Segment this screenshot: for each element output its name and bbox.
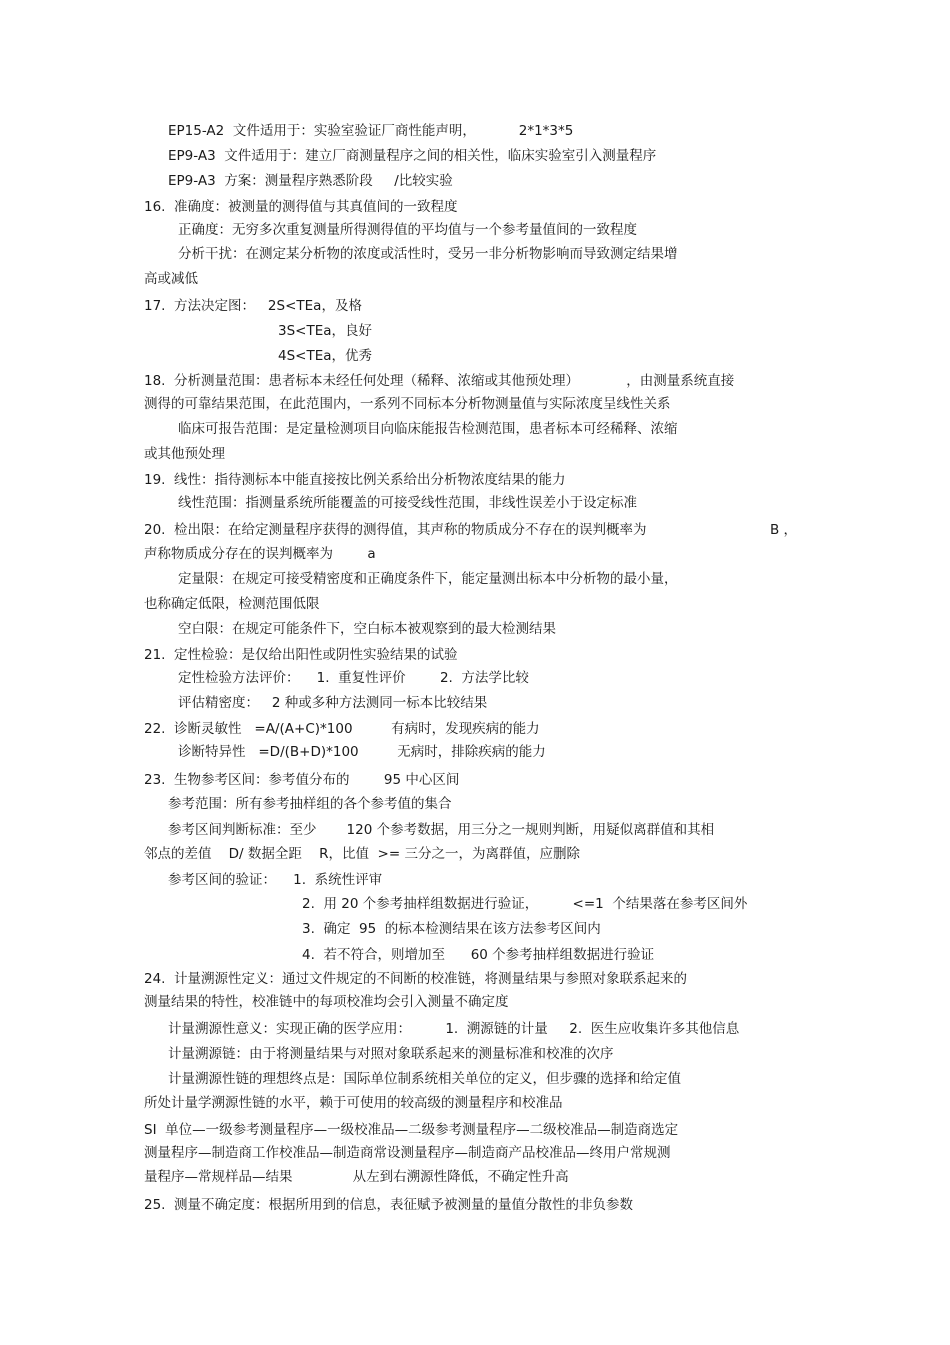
text-line: 3. 确定 95 的标本检测结果在该方法参考区间内	[302, 921, 601, 937]
text-line: 分析干扰：在测定某分析物的浓度或活性时，受另一非分析物影响而导致测定结果增	[178, 246, 678, 262]
text-line: 声称物质成分存在的误判概率为 a	[144, 546, 376, 562]
text-line: 线性范围：指测量系统所能覆盖的可接受线性范围，非线性误差小于设定标准	[178, 495, 637, 511]
text-line: 16. 准确度：被测量的测得值与其真值间的一致程度	[144, 199, 458, 215]
text-line: 所处计量学溯源性链的水平，赖于可使用的较高级的测量程序和校准品	[144, 1095, 563, 1111]
text-line: 3S<TEa，良好	[278, 323, 373, 339]
text-line: 17. 方法决定图： 2S<TEa，及格	[144, 298, 362, 314]
text-line: 20. 检出限：在给定测量程序获得的测得值，其声称的物质成分不存在的误判概率为	[144, 522, 647, 538]
text-line: 定性检验方法评价： 1. 重复性评价 2. 方法学比较	[178, 670, 529, 686]
text-line: 或其他预处理	[144, 446, 225, 462]
text-line: 参考区间的验证： 1. 系统性评审	[168, 872, 383, 888]
text-line: 参考区间判断标准：至少 120 个参考数据，用三分之一规则判断，用疑似离群值和其相	[168, 822, 715, 838]
text-line: 4S<TEa，优秀	[278, 348, 373, 364]
text-line: 21. 定性检验：是仅给出阳性或阴性实验结果的试验	[144, 647, 458, 663]
text-line: SI 单位—一级参考测量程序—一级校准品—二级参考测量程序—二级校准品—制造商选定	[144, 1122, 679, 1138]
text-line: 25. 测量不确定度：根据所用到的信息，表征赋予被测量的量值分散性的非负参数	[144, 1197, 634, 1213]
text-line: 临床可报告范围：是定量检测项目向临床能报告检测范围，患者标本可经稀释、浓缩	[178, 421, 678, 437]
text-line: 4. 若不符合，则增加至 60 个参考抽样组数据进行验证	[302, 947, 655, 963]
text-line: 测量程序—制造商工作校准品—制造商常设测量程序—制造商产品校准品—终用户常规测	[144, 1145, 671, 1161]
text-line: 计量溯源链：由于将测量结果与对照对象联系起来的测量标准和校准的次序	[168, 1046, 614, 1062]
text-line: 参考范围：所有参考抽样组的各个参考值的集合	[168, 796, 452, 812]
text-line: 18. 分析测量范围：患者标本未经任何处理（稀释、浓缩或其他预处理） ，由测量系统直接	[144, 373, 735, 389]
text-line: 23. 生物参考区间：参考值分布的 95 中心区间	[144, 772, 460, 788]
text-line: 测得的可靠结果范围，在此范围内，一系列不同标本分析物测量值与实际浓度呈线性关系	[144, 396, 671, 412]
text-line: B ，	[770, 522, 798, 538]
text-line: 邻点的差值 D/ 数据全距 R，比值 >= 三分之一，为离群值，应删除	[144, 846, 580, 862]
text-line: 2. 用 20 个参考抽样组数据进行验证， <=1 个结果落在参考区间外	[302, 896, 748, 912]
text-line: 19. 线性：指待测标本中能直接按比例关系给出分析物浓度结果的能力	[144, 472, 566, 488]
text-line: 正确度：无穷多次重复测量所得测得值的平均值与一个参考量值间的一致程度	[178, 222, 637, 238]
text-line: 定量限：在规定可接受精密度和正确度条件下，能定量测出标本中分析物的最小量，	[178, 571, 678, 587]
text-line: 测量结果的特性，校准链中的每项校准均会引入测量不确定度	[144, 994, 509, 1010]
text-line: 计量溯源性链的理想终点是：国际单位制系统相关单位的定义，但步骤的选择和给定值	[168, 1071, 681, 1087]
text-line: EP15-A2 文件适用于：实验室验证厂商性能声明， 2*1*3*5	[168, 123, 574, 139]
text-line: EP9-A3 方案：测量程序熟悉阶段 /比较实验	[168, 173, 453, 189]
text-line: 计量溯源性意义：实现正确的医学应用： 1. 溯源链的计量 2. 医生应收集许多其他信息	[168, 1021, 740, 1037]
text-line: 量程序—常规样品—结果 从左到右溯源性降低，不确定性升高	[144, 1169, 569, 1185]
text-line: 24. 计量溯源性定义：通过文件规定的不间断的校准链，将测量结果与参照对象联系起来的	[144, 971, 688, 987]
text-line: 空白限：在规定可能条件下，空白标本被观察到的最大检测结果	[178, 621, 556, 637]
text-line: 高或减低	[144, 271, 198, 287]
text-line: 也称确定低限，检测范围低限	[144, 596, 320, 612]
text-line: 评估精密度： 2 种或多种方法测同一标本比较结果	[178, 695, 488, 711]
text-line: EP9-A3 文件适用于：建立厂商测量程序之间的相关性，临床实验室引入测量程序	[168, 148, 657, 164]
text-line: 22. 诊断灵敏性 =A/(A+C)*100 有病时，发现疾病的能力	[144, 721, 540, 737]
text-line: 诊断特异性 =D/(B+D)*100 无病时，排除疾病的能力	[178, 744, 546, 760]
